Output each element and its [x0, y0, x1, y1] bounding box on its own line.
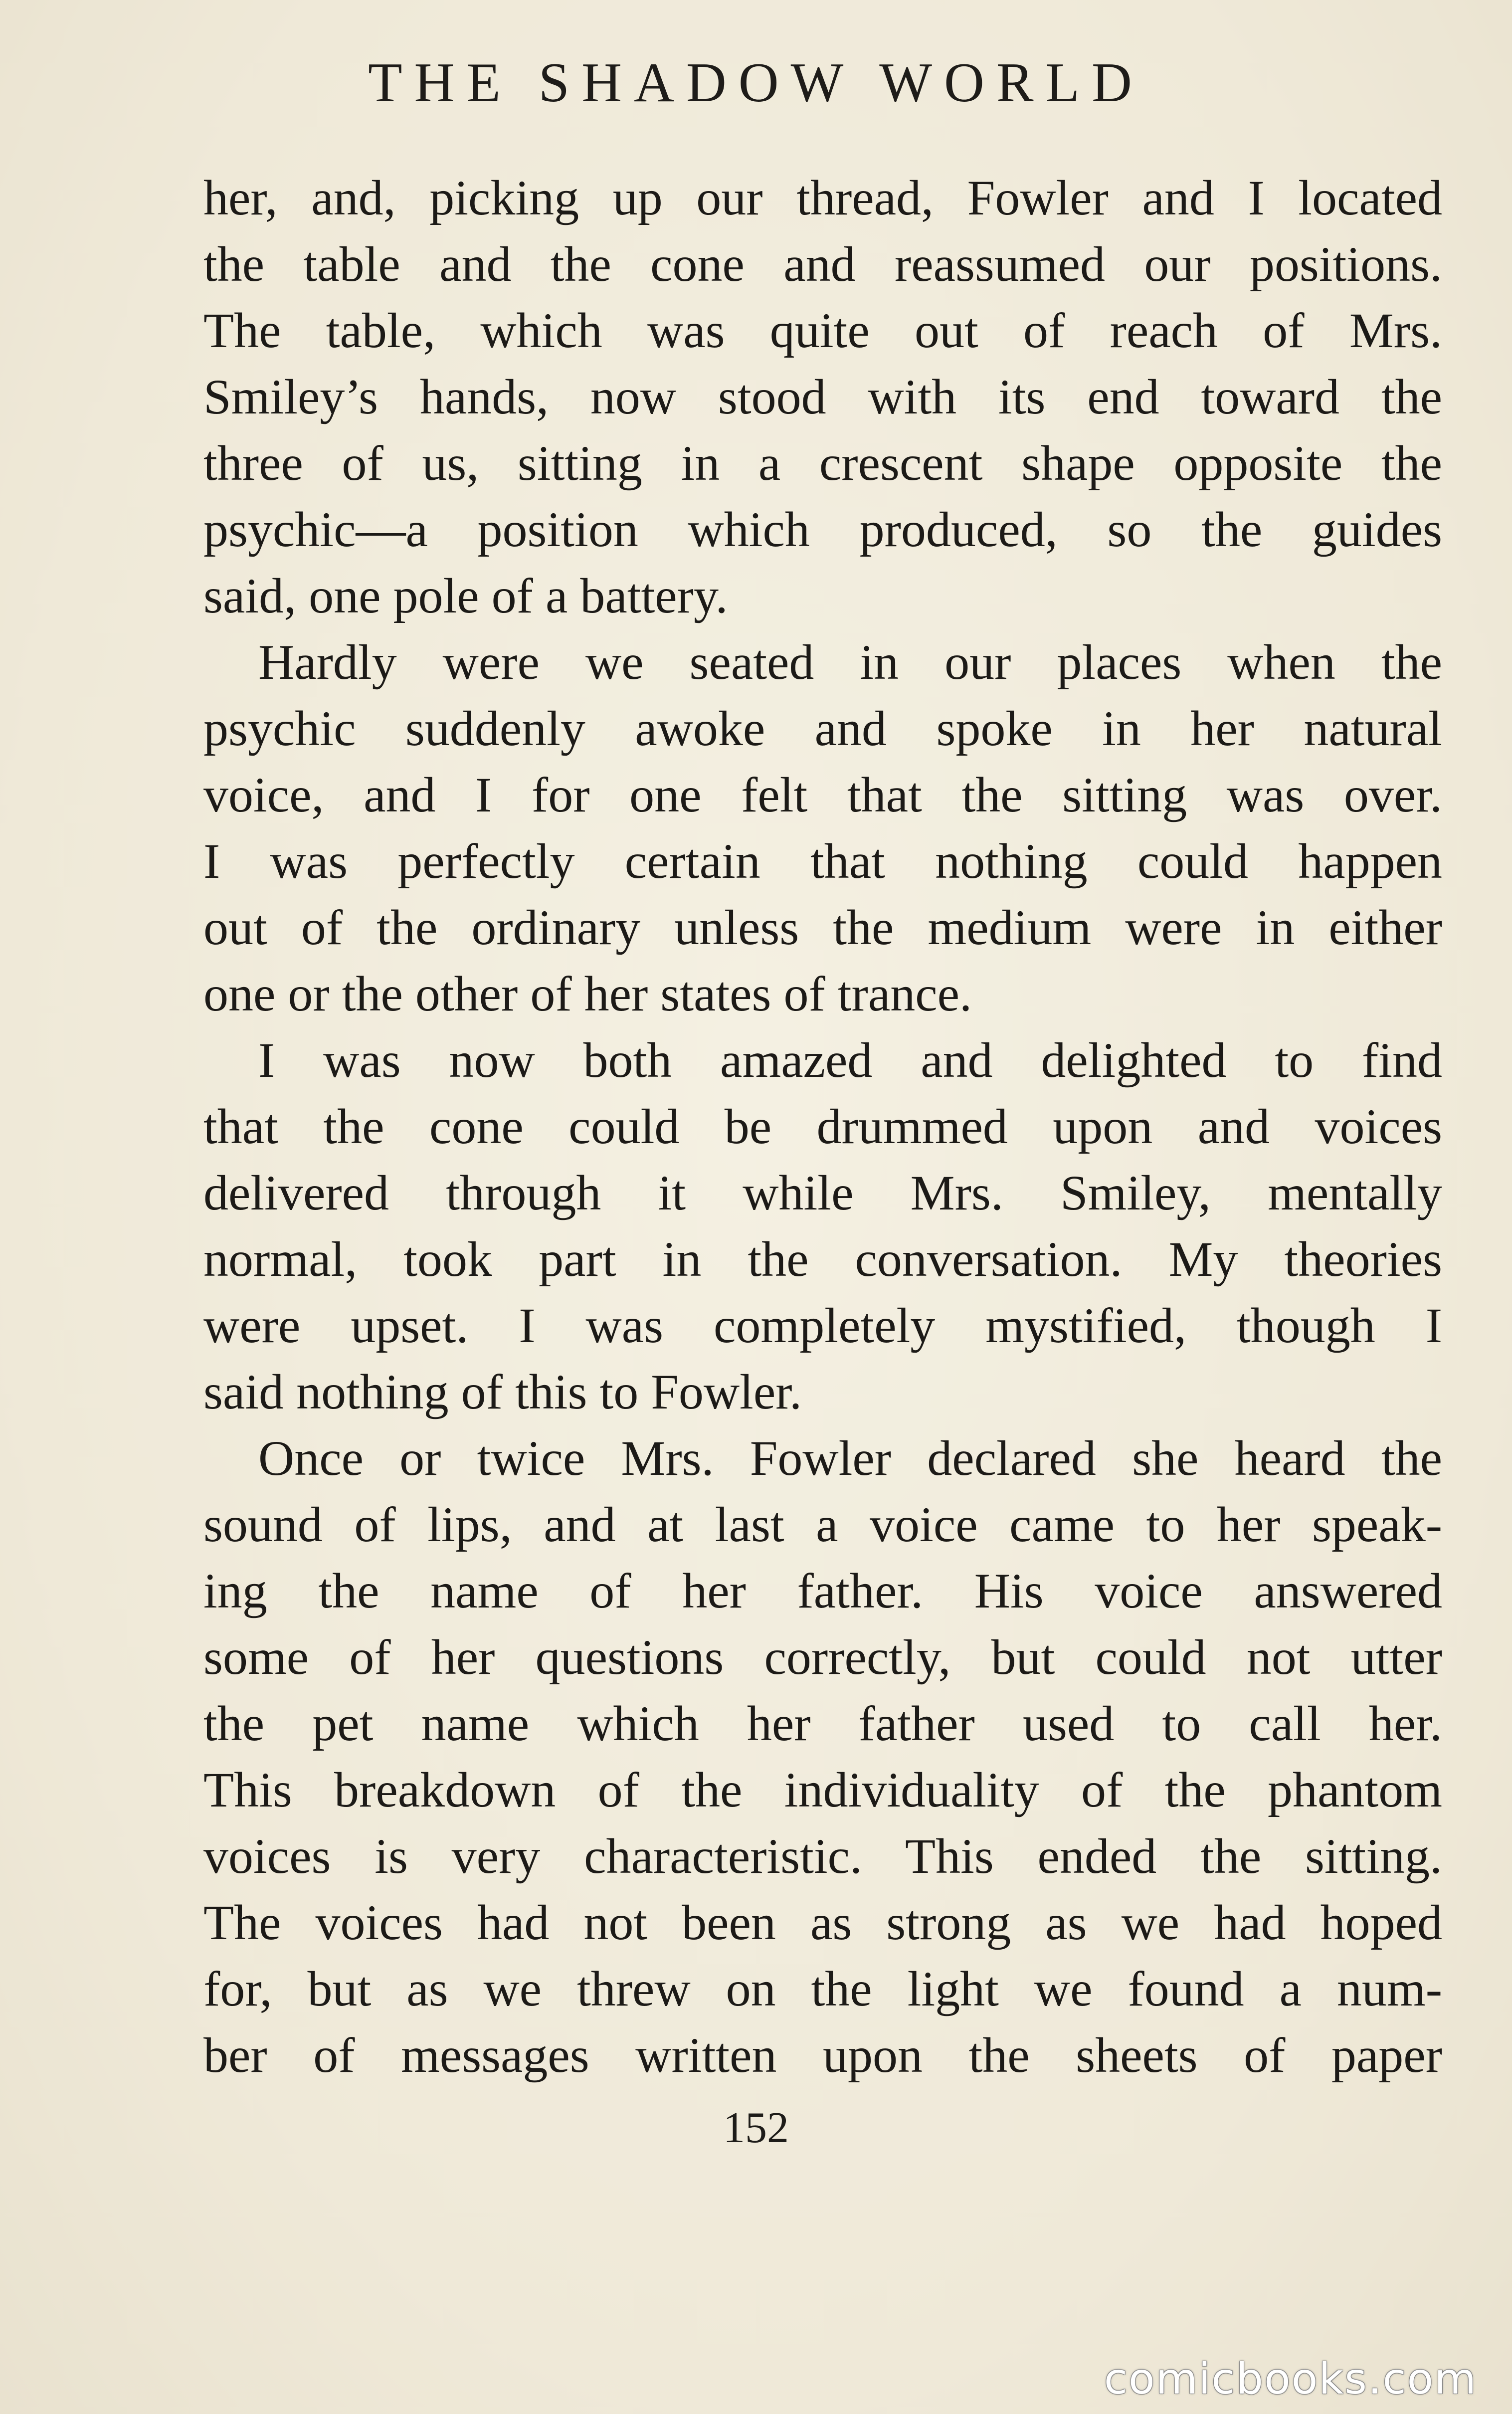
text-line: I was now both amazed and delighted to find [258, 1032, 1442, 1088]
text-line: Once or twice Mrs. Fowler declared she heard the [258, 1430, 1442, 1486]
text-line: some of her questions correctly, but could not utter [203, 1629, 1442, 1685]
text-line: psychic suddenly awoke and spoke in her natural [203, 701, 1442, 756]
text-line: for, but as we threw on the light we found a num- [203, 1961, 1442, 2016]
text-line: The table, which was quite out of reach of Mrs. [203, 303, 1442, 358]
text-line: I was perfectly certain that nothing could happen [203, 833, 1442, 889]
text-line: the pet name which her father used to call her. [203, 1696, 1442, 1751]
text-line: three of us, sitting in a crescent shape opposite the [203, 435, 1442, 491]
text-line: said nothing of this to Fowler. [203, 1364, 802, 1419]
text-line: said, one pole of a battery. [203, 568, 728, 623]
text-line: Hardly were we seated in our places when the [258, 634, 1442, 690]
text-line: sound of lips, and at last a voice came to her speak- [203, 1497, 1442, 1552]
watermark-logo: comicbooks.com [1104, 2354, 1477, 2404]
text-line: that the cone could be drummed upon and voices [203, 1099, 1442, 1154]
text-line: psychic—a position which produced, so the guides [203, 502, 1442, 557]
text-line: Smiley’s hands, now stood with its end toward the [203, 369, 1442, 424]
text-line: out of the ordinary unless the medium were in either [203, 900, 1442, 955]
text-line: ing the name of her father. His voice answered [203, 1563, 1442, 1618]
page-number: 152 [723, 2104, 789, 2152]
text-line: voices is very characteristic. This ended the sitting. [203, 1828, 1442, 1884]
text-line: one or the other of her states of trance. [203, 966, 972, 1021]
text-line: normal, took part in the conversation. My theories [203, 1231, 1442, 1287]
text-line: ber of messages written upon the sheets of paper [203, 2027, 1442, 2083]
body-text [203, 165, 1442, 2088]
text-line: were upset. I was completely mystified, though I [203, 1298, 1442, 1353]
text-line: delivered through it while Mrs. Smiley, mentally [203, 1165, 1442, 1220]
text-line: The voices had not been as strong as we had hoped [203, 1895, 1442, 1950]
text-line: the table and the cone and reassumed our positions. [203, 236, 1442, 292]
text-line: This breakdown of the individuality of the phantom [203, 1762, 1442, 1817]
text-line: voice, and I for one felt that the sitting was over. [203, 767, 1442, 822]
text-line: her, and, picking up our thread, Fowler and I located [203, 170, 1442, 225]
running-head: THE SHADOW WORLD [368, 52, 1144, 114]
